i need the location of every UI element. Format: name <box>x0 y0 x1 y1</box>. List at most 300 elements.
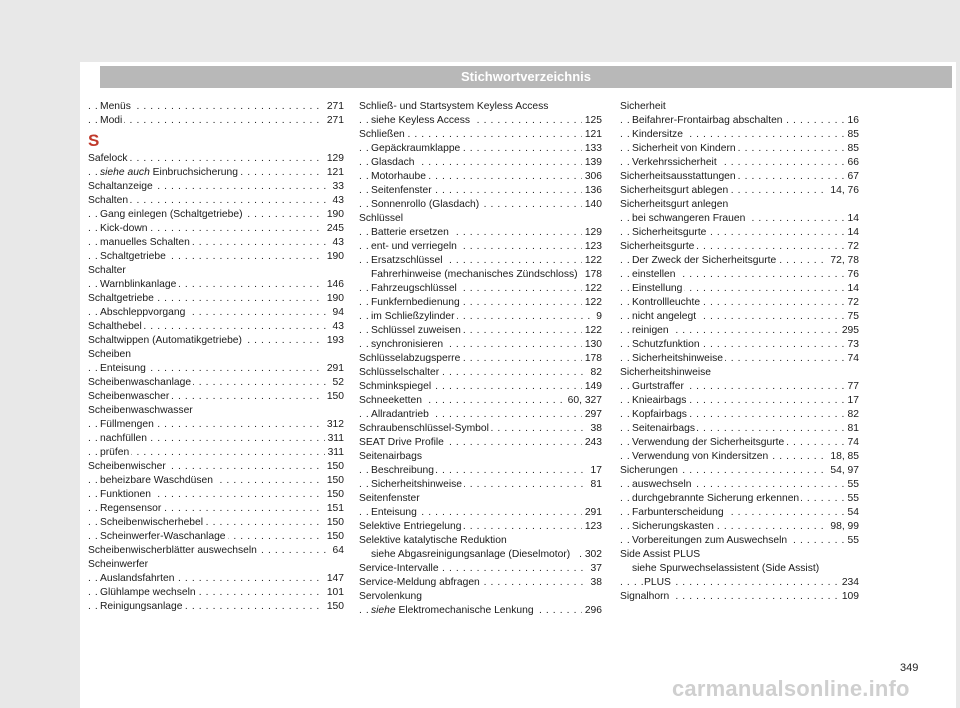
entry-text: Kontrollleuchte <box>632 297 701 308</box>
entry-text: Enteisung <box>371 507 417 518</box>
entry-text: Safelock <box>88 153 128 164</box>
index-subentry <box>88 502 344 516</box>
index-entry <box>359 492 602 506</box>
page-reference: 64 <box>330 544 344 558</box>
entry-text: Fahrzeugschlüssel <box>371 283 457 294</box>
entry-term <box>88 461 168 472</box>
index-subentry <box>359 604 602 618</box>
page-reference: 150 <box>324 488 344 502</box>
entry-text: nicht angelegt <box>632 311 697 322</box>
entry-text: Scheibenwischerhebel <box>100 517 204 528</box>
index-subentry <box>359 310 602 324</box>
entry-term <box>359 493 422 504</box>
index-entry <box>88 376 344 390</box>
entry-term <box>100 307 187 318</box>
entry-text: Schaltwippen (Automatikgetriebe) <box>88 335 242 346</box>
entry-term <box>620 549 702 560</box>
entry-term <box>371 143 462 154</box>
index-subentry <box>620 338 859 352</box>
page-reference: 77 <box>845 380 859 394</box>
index-subentry <box>88 488 344 502</box>
page-reference: 193 <box>324 334 344 348</box>
page-reference: 43 <box>330 194 344 208</box>
index-entry <box>359 576 602 590</box>
index-subentry <box>359 198 602 212</box>
page-number: 349 <box>900 662 919 674</box>
entry-term <box>359 521 463 532</box>
entry-term <box>359 101 550 112</box>
page-reference: 75 <box>845 310 859 324</box>
index-subentry <box>88 530 344 544</box>
index-entry <box>359 422 602 436</box>
entry-text: Scheibenwaschanlage <box>88 377 192 388</box>
index-entry <box>620 170 859 184</box>
entry-term <box>88 153 130 164</box>
page-reference: 109 <box>839 590 859 604</box>
entry-text: Service-Intervalle <box>359 563 439 574</box>
page-reference: 101 <box>324 586 344 600</box>
entry-text: Beifahrer-Frontairbag abschalten <box>632 115 783 126</box>
entry-text: Ersatzschlüssel <box>371 255 443 266</box>
page-reference: 125 <box>582 114 602 128</box>
index-column-1 <box>88 100 344 614</box>
entry-text: Service-Meldung abfragen <box>359 577 480 588</box>
entry-term <box>632 269 678 280</box>
index-entry <box>620 548 859 562</box>
index-subentry <box>359 338 602 352</box>
entry-text: Schutzfunktion <box>632 339 700 350</box>
page-reference: 73 <box>845 338 859 352</box>
index-subentry <box>620 506 859 520</box>
page-reference: 245 <box>324 222 344 236</box>
entry-term <box>620 591 671 602</box>
index-subentry <box>620 520 859 534</box>
entry-term <box>632 157 719 168</box>
page-reference: 122 <box>582 296 602 310</box>
entry-term <box>88 559 150 570</box>
entry-text: durchgebrannte Sicherung erkennen <box>632 493 800 504</box>
entry-term <box>100 419 156 430</box>
index-subentry <box>620 576 859 590</box>
index-entry <box>359 352 602 366</box>
entry-text: siehe Abgasreinigungsanlage (Dieselmotor) <box>371 549 571 560</box>
index-subentry <box>359 226 602 240</box>
entry-term <box>371 227 451 238</box>
index-entry <box>88 320 344 334</box>
index-entry <box>88 390 344 404</box>
entry-text: Seitenairbags <box>632 423 695 434</box>
index-subentry <box>88 586 344 600</box>
cross-reference-label: siehe <box>371 605 396 616</box>
entry-term <box>632 563 821 574</box>
page-reference: 151 <box>324 502 344 516</box>
entry-term <box>371 605 536 616</box>
entry-text: einstellen <box>632 269 676 280</box>
page-reference: 136 <box>582 184 602 198</box>
index-subentry <box>88 278 344 292</box>
entry-text: Sicherheitshinweise <box>632 353 724 364</box>
entry-term <box>632 381 686 392</box>
watermark-text: carmanualsonline.info <box>672 676 910 701</box>
entry-term <box>88 349 133 360</box>
page-reference: 74 <box>845 352 859 366</box>
entry-term <box>632 213 747 224</box>
page-reference: 122 <box>582 324 602 338</box>
entry-text: Schließen <box>359 129 405 140</box>
page-reference: 121 <box>324 166 344 180</box>
index-subentry <box>88 446 344 460</box>
page-reference: 82 <box>588 366 602 380</box>
entry-text: PLUS <box>644 577 671 588</box>
entry-text: Beschreibung <box>371 465 434 476</box>
index-subentry <box>359 464 602 478</box>
entry-term <box>632 283 684 294</box>
index-subentry <box>359 324 602 338</box>
entry-term <box>88 405 195 416</box>
entry-term <box>100 115 124 126</box>
entry-text: Schaltgetriebe <box>88 293 154 304</box>
page-reference: 291 <box>582 506 602 520</box>
page-reference: 55 <box>845 534 859 548</box>
entry-term <box>620 185 730 196</box>
entry-text: Schalten <box>88 195 129 206</box>
index-entry <box>620 590 859 604</box>
entry-term <box>632 353 725 364</box>
entry-term <box>359 423 491 434</box>
entry-term <box>100 601 184 612</box>
index-entry <box>88 180 344 194</box>
index-subentry <box>620 254 859 268</box>
entry-term <box>100 237 192 248</box>
index-entry <box>359 562 602 576</box>
entry-term <box>100 433 149 444</box>
page-reference: 85 <box>845 128 859 142</box>
page-reference: 121 <box>582 128 602 142</box>
entry-term <box>632 339 702 350</box>
page-reference: 72 <box>845 240 859 254</box>
index-entry <box>88 544 344 558</box>
entry-term <box>644 577 673 588</box>
entry-text: Seitenairbags <box>359 451 422 462</box>
page-reference: 190 <box>324 208 344 222</box>
entry-text: Abschleppvorgang <box>100 307 186 318</box>
entry-term <box>359 367 441 378</box>
entry-term <box>100 517 205 528</box>
index-subentry <box>620 282 859 296</box>
index-column-3 <box>620 100 859 604</box>
entry-term <box>371 339 445 350</box>
index-subentry <box>359 506 602 520</box>
entry-text: Seitenfenster <box>371 185 432 196</box>
entry-text: Farbunterscheidung <box>632 507 724 518</box>
page-reference: 55 <box>845 492 859 506</box>
page-reference: 85 <box>845 142 859 156</box>
index-subentry <box>620 408 859 422</box>
entry-text: Regensensor <box>100 503 162 514</box>
entry-term <box>359 213 405 224</box>
entry-text: synchronisieren <box>371 339 444 350</box>
entry-term <box>371 241 459 252</box>
entry-term <box>632 227 708 238</box>
entry-term <box>371 311 457 322</box>
entry-text: siehe Spurwechselassistent (Side Assist) <box>632 563 820 574</box>
index-subentry <box>620 534 859 548</box>
entry-term <box>88 293 156 304</box>
index-subentry <box>620 352 859 366</box>
entry-term <box>100 251 168 262</box>
index-entry <box>88 348 344 362</box>
entry-term <box>88 321 144 332</box>
entry-text: Sicherungen <box>620 465 678 476</box>
index-entry <box>88 152 344 166</box>
entry-text: Scheibenwischer <box>88 461 166 472</box>
page-reference: 150 <box>324 460 344 474</box>
entry-text: beheizbare Waschdüsen <box>100 475 213 486</box>
entry-text: Glasdach <box>371 157 415 168</box>
index-entry <box>359 590 602 604</box>
entry-term <box>359 395 424 406</box>
page-reference: 60, 327 <box>565 394 602 408</box>
entry-text: Gang einlegen (Schaltgetriebe) <box>100 209 243 220</box>
index-subentry <box>359 282 602 296</box>
index-subentry <box>359 170 602 184</box>
entry-term <box>371 269 580 280</box>
page-reference: 129 <box>582 226 602 240</box>
page-reference: . 302 <box>576 548 602 562</box>
entry-text: Warnblinkanlage <box>100 279 177 290</box>
page-reference: 150 <box>324 600 344 614</box>
index-subentry <box>620 450 859 464</box>
entry-text: Gurtstraffer <box>632 381 684 392</box>
cross-reference-label: siehe auch <box>100 167 150 178</box>
entry-text: Sicherheitsgurte <box>620 241 695 252</box>
entry-text: Schraubenschlüssel-Symbol <box>359 423 489 434</box>
page-reference: 140 <box>582 198 602 212</box>
page-reference: 122 <box>582 282 602 296</box>
entry-term <box>371 549 572 560</box>
entry-text: Scheinwerfer <box>88 559 149 570</box>
index-subentry <box>620 212 859 226</box>
page-reference: 9 <box>593 310 602 324</box>
entry-text: Fahrerhinweise (mechanisches Zündschloss) <box>371 269 578 280</box>
entry-text: Sicherheitsgurt ablegen <box>620 185 729 196</box>
page-reference: 72 <box>845 296 859 310</box>
page-reference: 178 <box>582 268 602 282</box>
index-subentry <box>88 474 344 488</box>
entry-text: Selektive katalytische Reduktion <box>359 535 507 546</box>
page-reference: 74 <box>845 436 859 450</box>
page-reference: 76 <box>845 268 859 282</box>
entry-text: Motorhaube <box>371 171 426 182</box>
index-subentry <box>88 600 344 614</box>
entry-term <box>632 437 786 448</box>
page-reference: 67 <box>845 170 859 184</box>
entry-text: Schalthebel <box>88 321 142 332</box>
entry-term <box>632 255 778 266</box>
entry-text: Funkfernbedienung <box>371 297 460 308</box>
index-subentry <box>620 380 859 394</box>
entry-term <box>371 199 481 210</box>
entry-term <box>371 185 434 196</box>
index-subentry <box>620 156 859 170</box>
entry-text: Schlüsselabzugsperre <box>359 353 461 364</box>
entry-text: nachfüllen <box>100 433 147 444</box>
entry-term <box>100 531 228 542</box>
entry-term <box>88 545 259 556</box>
entry-term <box>100 209 245 220</box>
entry-term <box>632 143 738 154</box>
entry-term <box>100 363 148 374</box>
entry-text: reinigen <box>632 325 669 336</box>
entry-term <box>359 381 433 392</box>
index-subentry <box>88 208 344 222</box>
page-reference: 150 <box>324 516 344 530</box>
page-reference: 311 <box>325 446 344 460</box>
entry-term <box>100 573 176 584</box>
page-reference: 291 <box>324 362 344 376</box>
entry-term <box>632 311 698 322</box>
page-reference: 295 <box>839 324 859 338</box>
index-subentry <box>620 492 859 506</box>
entry-term <box>620 465 680 476</box>
entry-text: Kopfairbags <box>632 409 687 420</box>
index-subentry <box>359 268 602 282</box>
page-reference: 55 <box>845 478 859 492</box>
entry-term <box>632 507 726 518</box>
index-entry <box>88 194 344 208</box>
entry-term <box>371 157 417 168</box>
index-subentry <box>620 422 859 436</box>
page-reference: 14 <box>845 212 859 226</box>
entry-text: Einstellung <box>632 283 683 294</box>
index-entry <box>359 394 602 408</box>
page-reference: 306 <box>582 170 602 184</box>
index-subentry <box>620 310 859 324</box>
entry-text: Verwendung von Kindersitzen <box>632 451 769 462</box>
page-reference: 122 <box>582 254 602 268</box>
index-entry <box>88 460 344 474</box>
entry-term <box>100 447 131 458</box>
entry-term <box>359 591 424 602</box>
page-reference: 33 <box>330 180 344 194</box>
index-entry <box>88 292 344 306</box>
entry-text: Elektromechanische Lenkung <box>395 605 534 616</box>
entry-term <box>632 535 789 546</box>
entry-text: Schaltgetriebe <box>100 251 166 262</box>
index-subentry <box>620 296 859 310</box>
entry-term <box>371 283 459 294</box>
page-reference: 146 <box>324 278 344 292</box>
entry-term <box>88 335 244 346</box>
entry-term <box>359 437 446 448</box>
entry-term <box>632 115 785 126</box>
entry-term <box>371 115 472 126</box>
entry-text: Einbruchsicherung <box>149 167 238 178</box>
entry-text: Schließ- und Startsystem Keyless Access <box>359 101 549 112</box>
page-reference: 37 <box>588 562 602 576</box>
page-reference: 234 <box>839 576 859 590</box>
page-reference: 123 <box>582 240 602 254</box>
index-column-2 <box>359 100 602 618</box>
entry-text: Vorbereitungen zum Auswechseln <box>632 535 788 546</box>
index-subentry <box>88 222 344 236</box>
entry-text: Batterie ersetzen <box>371 227 449 238</box>
page-reference: 52 <box>330 376 344 390</box>
page-reference: 17 <box>588 464 602 478</box>
page-reference: 54 <box>845 506 859 520</box>
entry-term <box>371 479 464 490</box>
index-subentry <box>620 226 859 240</box>
entry-text: Schalter <box>88 265 126 276</box>
page-reference: 150 <box>324 474 344 488</box>
section-letter: S <box>88 131 100 150</box>
entry-text: bei schwangeren Frauen <box>632 213 746 224</box>
index-subentry <box>88 114 344 128</box>
index-entry <box>359 128 602 142</box>
entry-term <box>359 353 462 364</box>
entry-term <box>632 325 671 336</box>
entry-text: auswechseln <box>632 479 692 490</box>
page-reference: 150 <box>324 530 344 544</box>
index-subentry <box>88 362 344 376</box>
index-entry <box>88 404 344 418</box>
entry-text: Funktionen <box>100 489 151 500</box>
entry-text: Scheibenwascher <box>88 391 170 402</box>
entry-text: siehe Keyless Access <box>371 115 471 126</box>
page-reference: 271 <box>324 114 344 128</box>
entry-text: Sicherheitshinweise <box>620 367 712 378</box>
index-subentry <box>359 240 602 254</box>
page-reference: 190 <box>324 250 344 264</box>
entry-text: Sicherheit <box>620 101 666 112</box>
index-subentry <box>359 548 602 562</box>
entry-text: SEAT Drive Profile <box>359 437 444 448</box>
entry-text: Gepäckraumklappe <box>371 143 461 154</box>
entry-text: manuelles Schalten <box>100 237 190 248</box>
entry-text: Scheinwerfer-Waschanlage <box>100 531 226 542</box>
entry-text: Reinigungsanlage <box>100 601 183 612</box>
index-entry <box>620 184 859 198</box>
page-reference: 296 <box>582 604 602 618</box>
entry-text: Scheibenwischerblätter auswechseln <box>88 545 257 556</box>
entry-text: Der Zweck der Sicherheitsgurte <box>632 255 777 266</box>
index-subentry <box>88 100 344 114</box>
entry-term <box>632 297 702 308</box>
entry-text: Sicherheitsgurt anlegen <box>620 199 729 210</box>
page-reference: 139 <box>582 156 602 170</box>
entry-term <box>371 255 445 266</box>
entry-term <box>632 409 689 420</box>
index-entry <box>620 198 859 212</box>
index-entry <box>620 366 859 380</box>
index-subentry <box>359 296 602 310</box>
index-subentry <box>620 394 859 408</box>
entry-term <box>632 493 801 504</box>
entry-term <box>620 241 696 252</box>
entry-text: Schlüsselschalter <box>359 367 440 378</box>
entry-text: Verkehrssicherheit <box>632 157 717 168</box>
page-reference: 297 <box>582 408 602 422</box>
index-entry <box>620 240 859 254</box>
entry-text: Sicherheitsgurte <box>632 227 707 238</box>
entry-term <box>100 489 153 500</box>
index-entry <box>88 334 344 348</box>
index-subentry <box>88 236 344 250</box>
page-reference: 178 <box>582 352 602 366</box>
index-entry <box>359 450 602 464</box>
page-reference: 243 <box>582 436 602 450</box>
entry-term <box>371 325 463 336</box>
